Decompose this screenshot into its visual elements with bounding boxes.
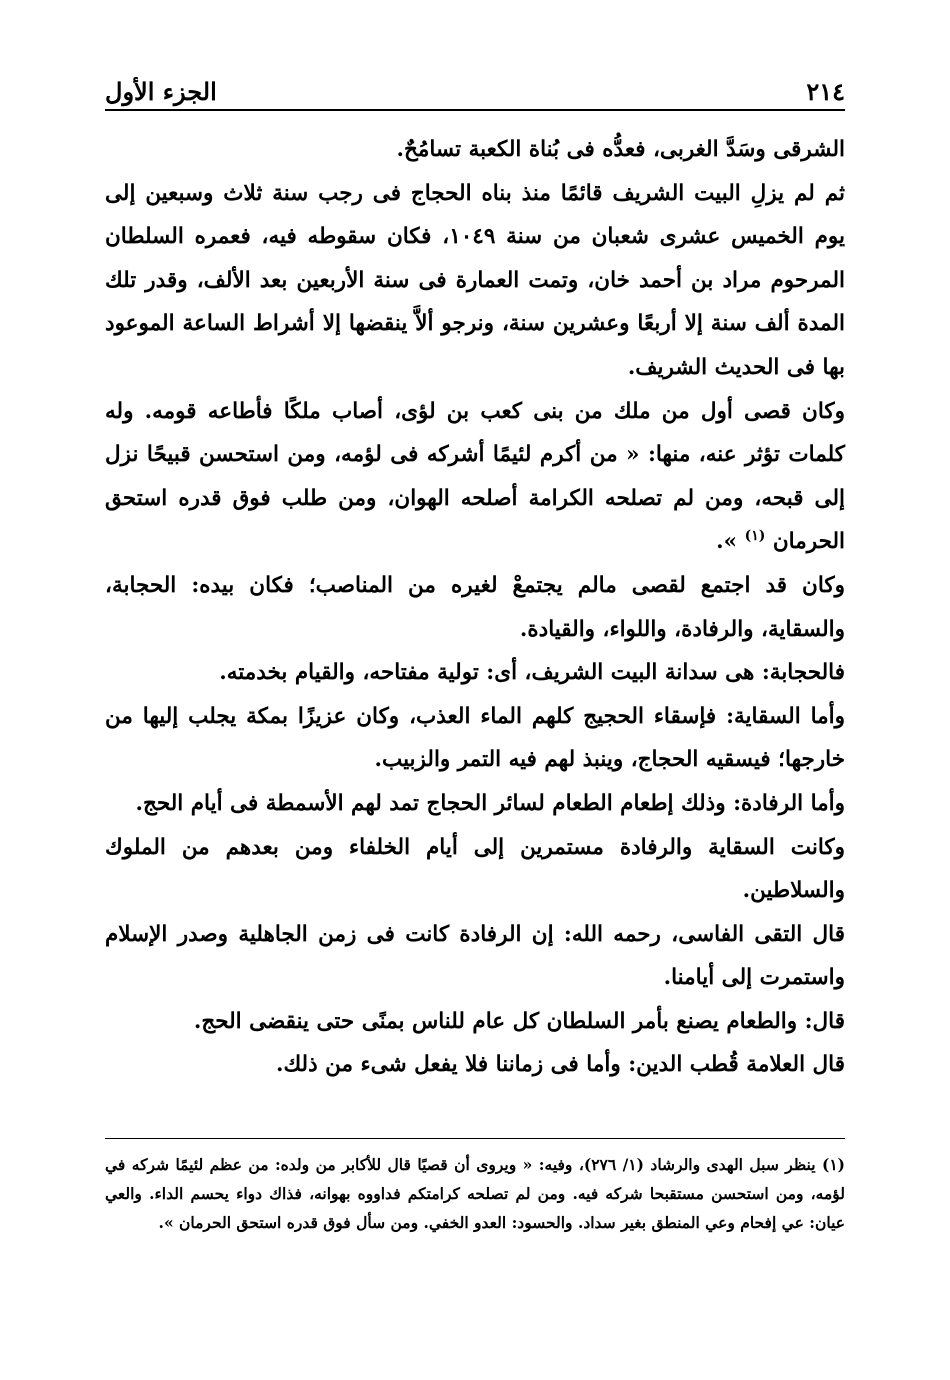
paragraph: الشرقى وسَدَّ الغربى، فعدُّه فى بُناة الكعبة تسامُحٌ.: [396, 137, 845, 162]
main-text: [105, 128, 845, 1087]
running-title: الجزء الأول: [105, 77, 217, 106]
paragraph: [105, 390, 845, 564]
paragraph: وأما السقاية: فإسقاء الحجيج كلهم الماء العذب، وكان عزيزًا بمكة يجلب إليها من خارجها؛ فيسقيه الحجاج، وينبذ لهم فيه التمر والزبيب.: [105, 703, 845, 773]
page-number: ٢١٤: [806, 77, 845, 106]
paragraph: وكانت السقاية والرفادة مستمرين إلى أيام الخلفاء ومن بعدهم من الملوك والسلاطين.: [105, 834, 845, 904]
footnote-area: [105, 1150, 845, 1237]
quote-close: ».: [716, 529, 745, 555]
paragraph: وكان قد اجتمع لقصى مالم يجتمعْ لغيره من المناصب؛ فكان بيده: الحجابة، والسقاية، والرفادة، واللواء، والقيادة.: [105, 572, 845, 642]
paragraph-text: وكان قصى أول من ملك من بنى كعب بن لؤى، أصاب ملكًا فأطاعه قومه. وله كلمات تؤثر عنه، منها: « من أكرم لئيمًا أشركه فى لؤمه، ومن استحسن قبيحًا نزل إلى قبحه، ومن لم تصلحه الكرامة أصلحه الهوان، ومن طلب فوق قدره استحق الحرمان: [105, 398, 845, 555]
paragraph: وأما الرفادة: وذلك إطعام الطعام لسائر الحجاج تمد لهم الأسمطة فى أيام الحج.: [135, 790, 845, 816]
footnote-reference[interactable]: (١): [744, 528, 766, 545]
header-rule: [105, 109, 845, 111]
paragraph: ثم لم يزلِ البيت الشريف قائمًا منذ بناه الحجاج فى رجب سنة ثلاث وسبعين إلى يوم الخميس عشرى شعبان من سنة ١٠٤٩، فكان سقوطه فيه، فعمره السلطان المرحوم مراد بن أحمد خان، وتمت العمارة فى سنة الأربعين بعد الألف، وقدر تلك المدة ألف سنة إلا أربعًا وعشرين سنة، ونرجو ألاَّ ينقضها إلا أشراط الساعة الموعود بها فى الحديث الشريف.: [105, 180, 845, 380]
paragraph: قال التقى الفاسى، رحمه الله: إن الرفادة كانت فى زمن الجاهلية وصدر الإسلام واستمرت إلى أيامنا.: [105, 921, 845, 991]
paragraph: فالحجابة: هى سدانة البيت الشريف، أى: تولية مفتاحه، والقيام بخدمته.: [219, 660, 845, 686]
footnote-text: (١) ينظر سبل الهدى والرشاد (١/ ٢٧٦)، وفيه: « ويروى أن قصيًا قال للأكابر من ولده: من عظم لئيمًا شركه في لؤمه، ومن استحسن مستقبحا شركه فيه. ومن لم تصلحه كرامتكم فداووه بهوانه، فذاك دواء يحسم الداء. والعي عيان: عي إفحام وعي المنطق بغير سداد. والحسود: العدو الخفي. ومن سأل فوق قدره استحق الحرمان ».: [105, 1155, 846, 1232]
paragraph: قال العلامة قُطب الدين: وأما فى زماننا فلا يفعل شىء من ذلك.: [275, 1052, 845, 1078]
page-header: [105, 58, 845, 106]
footnote-separator: [105, 1138, 845, 1139]
paragraph: قال: والطعام يصنع بأمر السلطان كل عام للناس بمنًى حتى ينقضى الحج.: [193, 1008, 845, 1034]
